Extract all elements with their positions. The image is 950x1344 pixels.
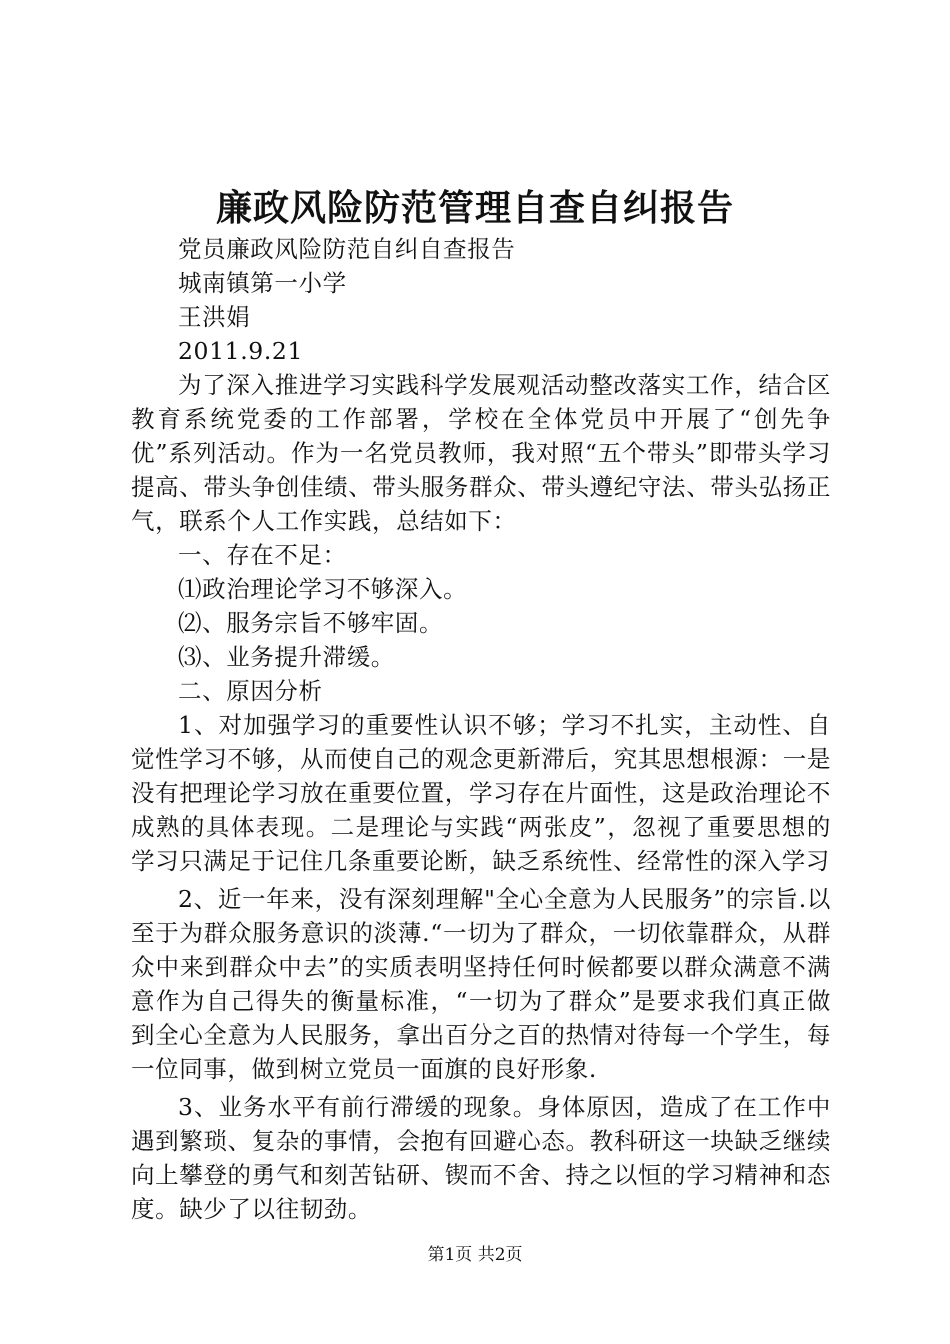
subtitle-paragraph: 党员廉政风险防范自纠自查报告: [178, 235, 516, 263]
document-body: [131, 232, 831, 1226]
shortcoming-item-3: ⑶、业务提升滞缓。: [178, 643, 395, 671]
page-footer: 第1页 共2页: [427, 1245, 523, 1265]
author-paragraph: 王洪娟: [178, 303, 251, 331]
date-paragraph: 2011.9.21: [178, 337, 303, 365]
analysis-paragraph-1: 1、对加强学习的重要性认识不够；学习不扎实，主动性、自觉性学习不够，从而使自己的观念更新滞后，究其思想根源：一是没有把理论学习放在重要位置，学习存在片面性，这是政治理论不成熟的具体表现。二是理论与实践“两张皮”，忽视了重要思想的学习只满足于记住几条重要论断，缺乏系统性、经常性的深入学习: [131, 711, 831, 875]
section-heading-shortcomings: 一、存在不足：: [178, 541, 347, 569]
section-heading-analysis: 二、原因分析: [178, 677, 323, 705]
school-name-paragraph: 城南镇第一小学: [178, 269, 347, 297]
shortcoming-item-2: ⑵、服务宗旨不够牢固。: [178, 609, 444, 637]
shortcoming-item-1: ⑴政治理论学习不够深入。: [178, 575, 468, 603]
analysis-paragraph-3: 3、业务水平有前行滞缓的现象。身体原因，造成了在工作中遇到繁琐、复杂的事情，会抱有回避心态。教科研这一块缺乏继续向上攀登的勇气和刻苦钻研、锲而不舍、持之以恒的学习精神和态度。缺少了以往韧劲。: [131, 1093, 831, 1223]
document-title: 廉政风险防范管理自查自纠报告: [215, 187, 734, 229]
analysis-paragraph-2: 2、近一年来，没有深刻理解"全心全意为人民服务”的宗旨.以至于为群众服务意识的淡薄.“一切为了群众，一切依靠群众，从群众中来到群众中去”的实质表明坚持任何时候都要以群众满意不满意作为自己得失的衡量标准，“一切为了群众”是要求我们真正做到全心全意为人民服务，拿出百分之百的热情对待每一个学生，每一位同事，做到树立党员一面旗的良好形象.: [131, 885, 831, 1083]
intro-paragraph: 为了深入推进学习实践科学发展观活动整改落实工作，结合区教育系统党委的工作部署，学校在全体党员中开展了“创先争优”系列活动。作为一名党员教师，我对照“五个带头”即带头学习提高、带头争创佳绩、带头服务群众、带头遵纪守法、带头弘扬正气，联系个人工作实践，总结如下：: [131, 371, 831, 535]
